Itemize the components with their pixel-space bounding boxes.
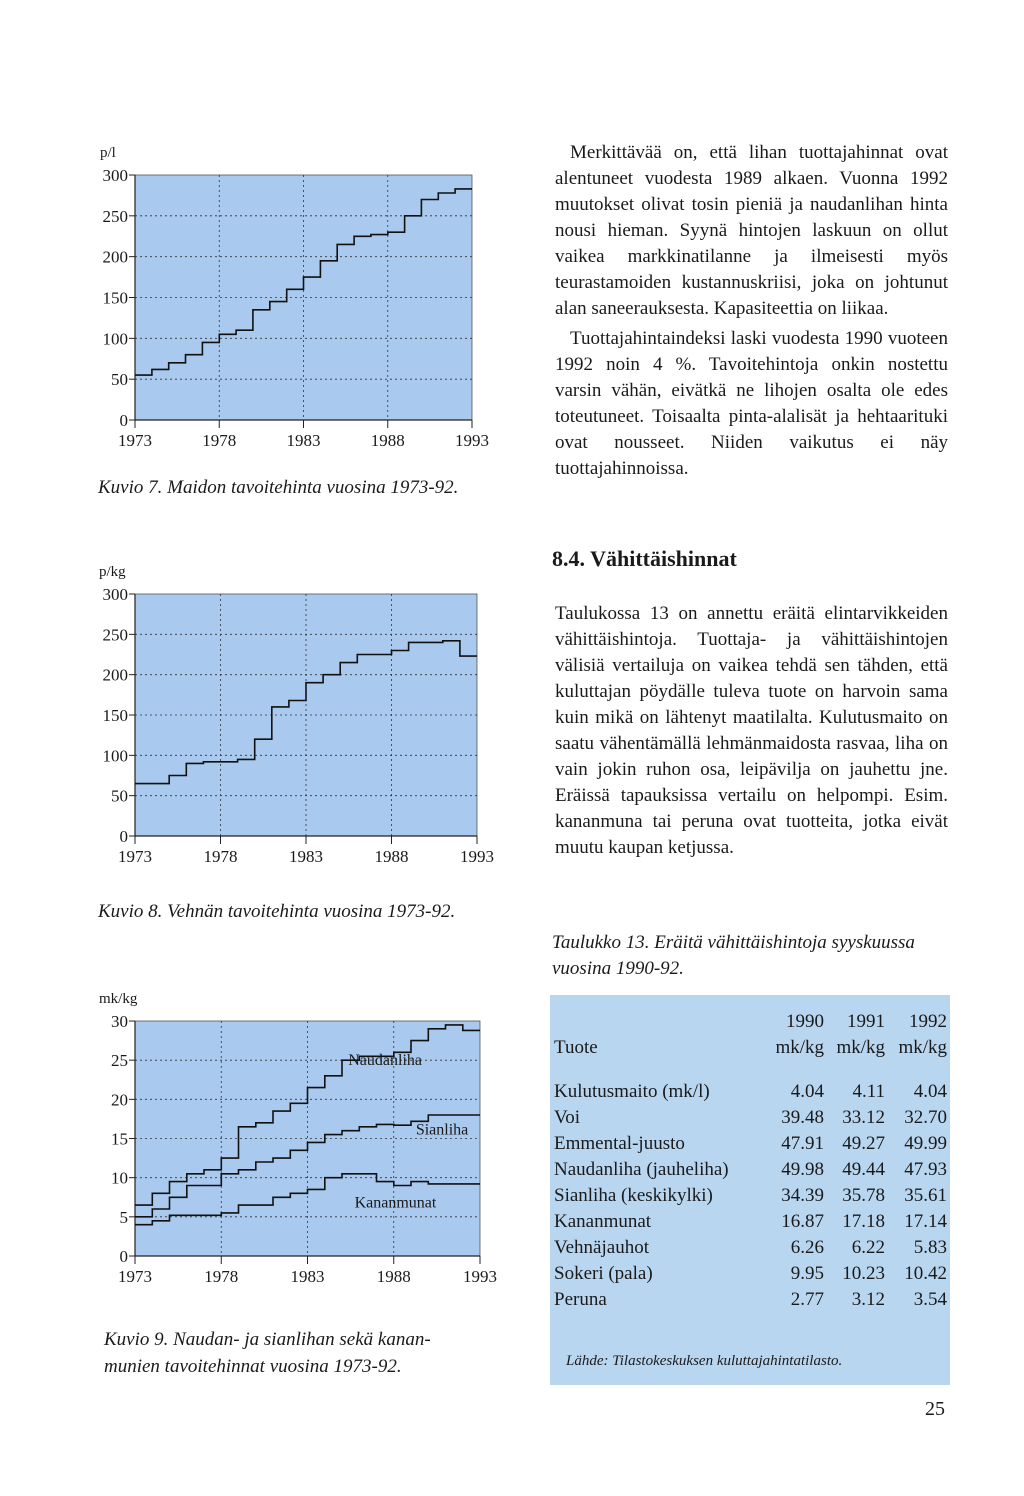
chart-svg <box>95 985 515 1310</box>
row-product-name: Naudanliha (jauheliha) <box>554 1159 729 1180</box>
series-label: Sianliha <box>415 1121 469 1139</box>
table-row <box>554 1157 947 1183</box>
y-tick-label: 0 <box>119 411 128 430</box>
table-caption: Taulukko 13. Eräitä vähittäishintoja syyskuussa vuosina 1990-92. <box>552 932 915 979</box>
chart-svg <box>95 558 515 893</box>
header-year-1990: 1990 <box>786 1011 824 1032</box>
page-number: 25 <box>925 1398 945 1420</box>
row-product-name: Emmental-juusto <box>554 1133 685 1154</box>
chart-milk-target-price <box>95 135 515 470</box>
figure-caption-7: Kuvio 7. Maidon tavoitehinta vuosina 1973-92. <box>98 477 459 498</box>
x-tick-label: 1993 <box>460 847 494 866</box>
chart-wheat-target-price <box>95 558 515 893</box>
y-tick-label: 100 <box>102 329 128 349</box>
row-value-1992: 10.42 <box>904 1263 947 1284</box>
y-tick-label: 15 <box>111 1129 128 1149</box>
y-tick-label: 200 <box>102 247 128 267</box>
row-value-1990: 2.77 <box>790 1289 824 1310</box>
row-value-1991: 17.18 <box>842 1211 885 1232</box>
y-tick-label: 300 <box>102 585 128 604</box>
row-value-1991: 3.12 <box>851 1289 885 1310</box>
y-tick-label: 10 <box>111 1168 128 1188</box>
x-tick-label: 1973 <box>118 847 152 866</box>
header-product: Tuote <box>554 1037 598 1058</box>
y-axis-unit-label: mk/kg <box>99 991 138 1007</box>
row-value-1990: 9.95 <box>790 1263 824 1284</box>
row-value-1992: 49.99 <box>904 1133 947 1154</box>
row-product-name: Sokeri (pala) <box>554 1263 653 1284</box>
y-tick-label: 200 <box>102 665 128 685</box>
series-label: Naudanliha <box>348 1051 422 1069</box>
y-axis-unit-label: p/l <box>100 145 116 161</box>
row-value-1990: 4.04 <box>790 1081 824 1102</box>
x-tick-label: 1973 <box>118 1267 152 1286</box>
chart-svg <box>95 135 515 470</box>
row-value-1991: 49.44 <box>842 1159 885 1180</box>
x-tick-label: 1993 <box>463 1267 497 1286</box>
header-year-1991: 1991 <box>847 1011 885 1032</box>
y-tick-label: 150 <box>102 288 128 308</box>
row-value-1991: 49.27 <box>842 1133 885 1154</box>
row-value-1992: 3.54 <box>913 1289 947 1310</box>
row-product-name: Peruna <box>554 1289 607 1310</box>
row-value-1992: 35.61 <box>904 1185 947 1206</box>
figure-caption-9 <box>104 1326 431 1380</box>
row-product-name: Sianliha (keskikylki) <box>554 1185 713 1206</box>
y-tick-label: 250 <box>102 625 128 645</box>
paragraph: Tuottajahintaindeksi laski vuodesta 1990 vuoteen 1992 noin 4 %. Tavoitehintoja onkin nostettu varsin vähän, eivätkä ne lihojen osalta ole edes toteutuneet. Toisaalta pinta-alalisät ja hehtaarituki ovat nousseet. Niiden vaikutus ei näy tuottajahinnoissa. <box>555 328 948 479</box>
row-product-name: Kananmunat <box>554 1211 652 1232</box>
row-value-1990: 47.91 <box>781 1133 824 1154</box>
price-table-box <box>550 995 950 1385</box>
row-value-1991: 35.78 <box>842 1185 885 1206</box>
x-tick-label: 1973 <box>118 431 152 450</box>
row-value-1991: 33.12 <box>842 1107 885 1128</box>
section-title: 8.4. Vähittäishinnat <box>552 546 737 571</box>
x-tick-label: 1988 <box>370 431 405 450</box>
x-tick-label: 1983 <box>286 431 321 450</box>
table-row <box>554 1183 947 1209</box>
table-row <box>554 1105 947 1131</box>
y-tick-label: 150 <box>102 706 128 725</box>
table-row <box>554 1235 947 1261</box>
chart-meat-egg-target-prices <box>95 985 515 1310</box>
table-source: Lähde: Tilastokeskuksen kuluttajahintatilasto. <box>566 1353 843 1369</box>
caption-line: Kuvio 9. Naudan- ja sianlihan sekä kanan- <box>104 1329 431 1350</box>
header-unit: mk/kg <box>836 1037 885 1058</box>
table-header-row-units <box>554 1035 947 1061</box>
x-tick-label: 1983 <box>290 1267 325 1286</box>
row-value-1990: 39.48 <box>781 1107 824 1128</box>
y-tick-label: 300 <box>102 166 128 185</box>
x-tick-label: 1993 <box>455 431 489 450</box>
row-value-1990: 34.39 <box>781 1185 824 1206</box>
row-product-name: Kulutusmaito (mk/l) <box>554 1081 710 1102</box>
row-value-1990: 16.87 <box>781 1211 824 1232</box>
x-tick-label: 1988 <box>376 1267 411 1286</box>
price-table <box>554 1009 947 1313</box>
row-value-1992: 47.93 <box>904 1159 947 1180</box>
row-value-1992: 5.83 <box>913 1237 947 1258</box>
header-year-1992: 1992 <box>909 1011 947 1032</box>
row-product-name: Vehnäjauhot <box>554 1237 649 1258</box>
y-tick-label: 0 <box>119 1247 128 1266</box>
row-value-1992: 4.04 <box>913 1081 947 1102</box>
figure-caption-8: Kuvio 8. Vehnän tavoitehinta vuosina 1973-92. <box>98 901 456 922</box>
series-label: Kananmunat <box>354 1194 437 1212</box>
y-tick-label: 250 <box>102 206 128 226</box>
table-row <box>554 1079 947 1105</box>
x-tick-label: 1983 <box>289 847 323 866</box>
y-tick-label: 5 <box>119 1207 128 1227</box>
paragraph: Merkittävää on, että lihan tuottajahinnat ovat alentuneet vuodesta 1989 alkaen. Vuonna 1992 muutokset olivat tosin pieniä ja naudanlihan hinta nousi hieman. Syynä hintojen laskuun on ollut vaikea markkinatilanne ja ilmeisesti myös teurastamoiden kustannuskriisi, joka on johtunut alan saneerauksesta. Kapasiteettia on liikaa. <box>555 142 948 319</box>
row-value-1991: 10.23 <box>842 1263 885 1284</box>
y-axis-unit-label: p/kg <box>99 564 126 580</box>
row-value-1992: 17.14 <box>904 1211 947 1232</box>
row-product-name: Voi <box>554 1107 581 1128</box>
table-row <box>554 1131 947 1157</box>
body-text-top <box>555 140 948 486</box>
paragraph: Taulukossa 13 on annettu eräitä elintarvikkeiden vähittäishintoja. Tuottaja- ja vähittäishintojen välisiä vertailuja on vaikea tehdä sen tähden, että kuluttajan pöydälle tuleva tuote on harvoin sama kuin mikä on lähtenyt maatilalta. Kulutusmaito on saatu vähentämällä lehmänmaidosta rasvaa, liha on vain jokin ruhon osa, leipävilja on jauhettu jne. Eräissä tapauksissa vertailu on helpompi. Esim. kananmuna tai peruna ovat tuotteita, jotka eivät muutu kaupan ketjussa. <box>555 603 948 858</box>
table-row <box>554 1287 947 1313</box>
table-row <box>554 1209 947 1235</box>
row-value-1991: 6.22 <box>851 1237 885 1258</box>
y-tick-label: 100 <box>102 746 128 766</box>
table-row <box>554 1261 947 1287</box>
x-tick-label: 1978 <box>204 1267 239 1286</box>
x-tick-label: 1988 <box>374 847 409 866</box>
x-tick-label: 1978 <box>203 847 238 866</box>
y-tick-label: 25 <box>111 1051 128 1071</box>
row-value-1990: 49.98 <box>781 1159 824 1180</box>
y-tick-label: 50 <box>111 786 128 806</box>
header-unit: mk/kg <box>898 1037 947 1058</box>
header-unit: mk/kg <box>775 1037 824 1058</box>
x-tick-label: 1978 <box>202 431 237 450</box>
row-value-1992: 32.70 <box>904 1107 947 1128</box>
table-header-row-years <box>554 1009 947 1035</box>
row-value-1991: 4.11 <box>852 1081 885 1102</box>
y-tick-label: 30 <box>111 1012 128 1031</box>
caption-line: munien tavoitehinnat vuosina 1973-92. <box>104 1356 402 1377</box>
y-tick-label: 20 <box>111 1090 128 1110</box>
row-value-1990: 6.26 <box>790 1237 824 1258</box>
body-text-section <box>555 601 948 865</box>
y-tick-label: 0 <box>119 827 128 846</box>
y-tick-label: 50 <box>111 370 128 390</box>
